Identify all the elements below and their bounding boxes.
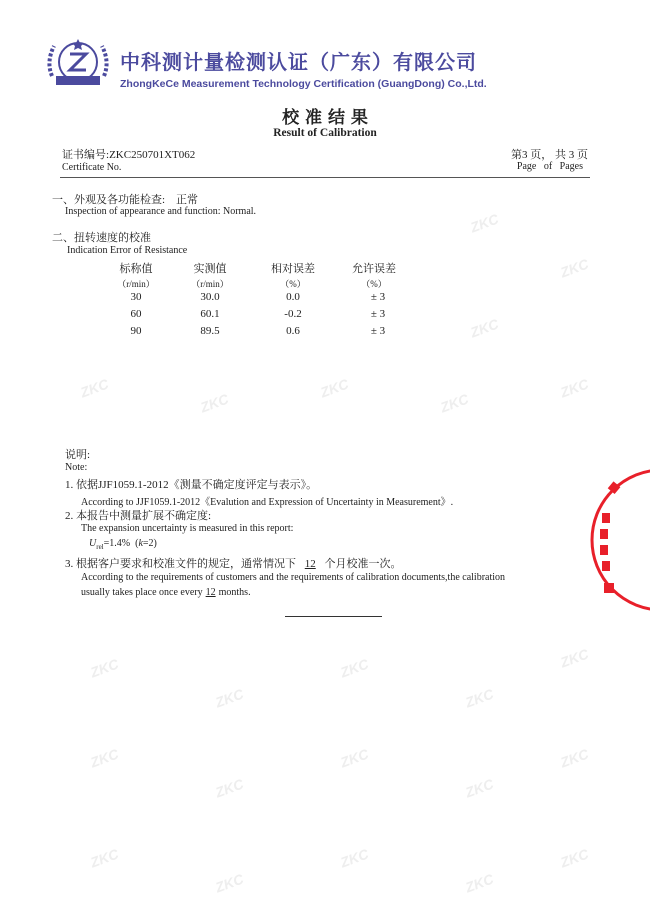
watermark: ZKC [438,390,471,416]
table-unit: （r/min） [191,279,229,289]
watermark: ZKC [338,655,371,681]
watermark: ZKC [558,745,591,771]
note-1: 1. 依据JJF1059.1-2012《测量不确定度评定与表示》。 [65,479,318,491]
watermark: ZKC [213,775,246,801]
note-3-en-line1: According to the requirements of customers and the requirements of calibration documents,the calibration [81,572,506,583]
watermark: ZKC [338,845,371,871]
table-cell: 89.5 [200,325,220,337]
watermark: ZKC [198,390,231,416]
table-cell: ± 3 [370,291,386,303]
table-cell: ± 3 [370,325,386,337]
watermark: ZKC [463,685,496,711]
table-cell: 60 [130,308,142,320]
table-cell: 60.1 [200,308,220,320]
section1-title: 一、外观及各功能检查: 正常 [52,194,199,206]
watermark: ZKC [558,255,591,281]
section1-title-en: Inspection of appearance and function: Normal. [65,206,257,217]
company-name-en: ZhongKeCe Measurement Technology Certification (GuangDong) Co.,Ltd. [120,78,487,90]
table-header: 相对误差 [271,262,315,275]
table-unit: （%） [361,279,387,289]
watermark: ZKC [558,375,591,401]
note-3-en-line2: usually takes place once every 12 months. [81,587,251,598]
watermark: ZKC [338,745,371,771]
end-line [285,616,382,617]
company-logo [42,36,114,94]
certificate-number: 证书编号:ZKC250701XT062 [62,149,196,161]
watermark: ZKC [88,745,121,771]
table-header: 允许误差 [352,262,396,275]
header-divider [60,177,590,178]
watermark: ZKC [318,375,351,401]
table-unit: （r/min） [117,279,155,289]
watermark: ZKC [463,870,496,896]
table-cell: -0.2 [284,308,302,320]
notes-title: 说明: [65,449,91,461]
section2-title: 二、扭转速度的校准 [52,232,151,244]
company-stamp [590,455,650,625]
notes-title-en: Note: [65,462,88,473]
watermark: ZKC [468,315,501,341]
page-number: 第3 页， 共 3 页 [511,149,588,161]
watermark: ZKC [88,845,121,871]
section2-title-en: Indication Error of Resistance [67,245,188,256]
watermark: ZKC [213,870,246,896]
document-title: 校 准 结 果 [282,108,368,128]
note-1-en: According to JJF1059.1-2012《Evalution and Expression of Uncertainty in Measurement》. [81,497,454,508]
company-name-cn: 中科测计量检测认证（广东）有限公司 [120,50,477,74]
uncertainty-value: $U_{rel}=1.4\%$ (k=2) [89,538,157,551]
watermark: ZKC [558,845,591,871]
note-3: 3. 根据客户要求和校准文件的规定，通常情况下 12 个月校准一次。 [65,558,402,570]
table-cell: 90 [130,325,142,337]
watermark: ZKC [468,210,501,236]
table-unit: （%） [280,279,306,289]
page-label-en: Page of Pages [516,161,583,172]
certificate-label-en: Certificate No. [62,162,122,173]
watermark: ZKC [88,655,121,681]
table-cell: 0.0 [286,291,300,303]
watermark: ZKC [463,775,496,801]
table-header: 标称值 [119,262,153,275]
table-header: 实测值 [193,262,227,275]
watermark: ZKC [213,685,246,711]
watermark: ZKC [78,375,111,401]
table-cell: ± 3 [370,308,386,320]
table-cell: 30 [130,291,142,303]
document-subtitle: Result of Calibration [273,127,377,139]
note-2: 2. 本报告中测量扩展不确定度: [65,510,212,522]
table-cell: 30.0 [200,291,220,303]
note-2-en: The expansion uncertainty is measured in this report: [81,523,294,534]
watermark: ZKC [558,645,591,671]
table-cell: 0.6 [286,325,300,337]
